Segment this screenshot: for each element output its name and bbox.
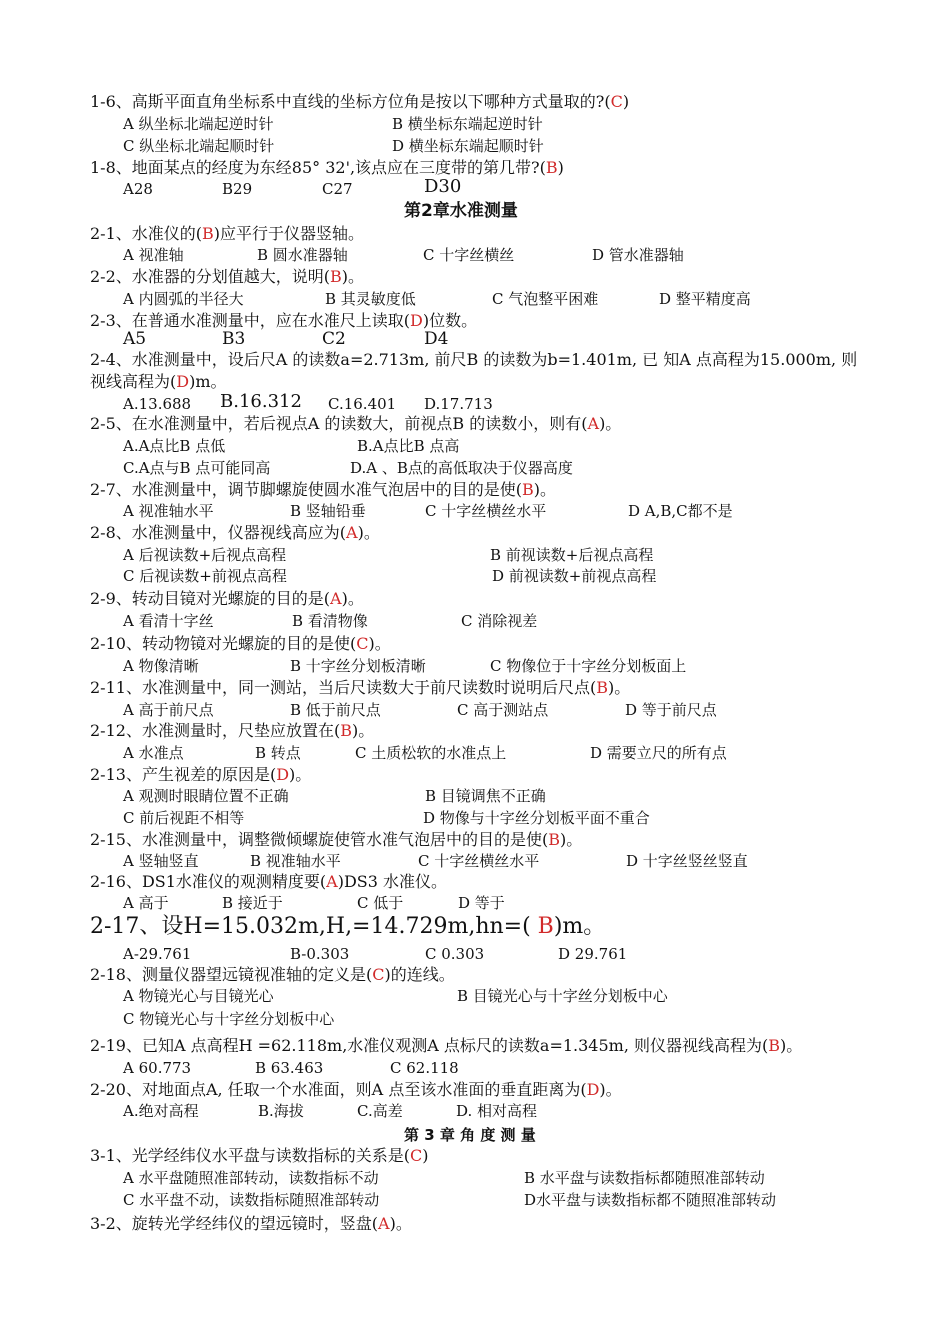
option-c: C.高差 (357, 1102, 403, 1120)
answer: A (326, 872, 338, 891)
question-2-20: 2-20、对地面点A, 任取一个水准面，则A 点至该水准面的垂直距离为(D)。 (90, 1080, 622, 1099)
option-c: C 十字丝横丝 (423, 246, 515, 264)
option-a: A.13.688 (123, 395, 192, 413)
option-b: B.A点比B 点高 (357, 437, 460, 455)
option-d: D 等于 (458, 894, 505, 912)
option-b: B.16.312 (220, 391, 302, 412)
question-3-2: 3-2、旋转光学经纬仪的望远镜时，竖盘(A)。 (90, 1214, 412, 1233)
option-d: D 整平精度高 (659, 290, 751, 308)
answer: B (545, 158, 558, 177)
option-b: B 其灵敏度低 (325, 290, 416, 308)
option-d: D.17.713 (424, 395, 493, 413)
option-a: A 观测时眼睛位置不正确 (123, 787, 289, 805)
option-c: C 前后视距不相等 (123, 809, 245, 827)
answer: B (548, 830, 560, 849)
option-c: C 气泡整平困难 (492, 290, 599, 308)
option-d: D4 (424, 329, 449, 349)
question-2-18: 2-18、测量仪器望远镜视准轴的定义是(C)的连线。 (90, 965, 455, 984)
question-1-8: 1-8、地面某点的经度为东经85° 32',该点应在三度带的第几带?(B) (90, 158, 564, 177)
option-c: C 十字丝横丝水平 (418, 852, 540, 870)
option-a: A 视准轴水平 (123, 502, 214, 520)
option-a: A5 (123, 329, 147, 349)
option-d: D.A 、B点的高低取决于仪器高度 (350, 459, 573, 477)
answer: B (596, 678, 608, 697)
option-d: D水平盘与读数指标都不随照准部转动 (524, 1191, 777, 1209)
question-2-1: 2-1、水准仪的(B)应平行于仪器竖轴。 (90, 224, 365, 243)
question-2-5: 2-5、在水准测量中，若后视点A 的读数大，前视点B 的读数小，则有(A)。 (90, 414, 622, 433)
option-c: C 后视读数+前视点高程 (123, 567, 287, 585)
option-d: D 需要立尺的所有点 (590, 744, 727, 762)
option-c: C 低于 (357, 894, 404, 912)
option-b: B 圆水准器轴 (257, 246, 348, 264)
option-a: A.A点比B 点低 (123, 437, 226, 455)
option-c: C2 (322, 329, 346, 349)
option-b: B 低于前尺点 (290, 701, 381, 719)
option-b: B29 (222, 180, 253, 198)
option-a: A.绝对高程 (123, 1102, 199, 1120)
question-2-12: 2-12、水准测量时，尺垫应放置在(B)。 (90, 721, 375, 740)
option-b: B-0.303 (290, 945, 350, 963)
option-c: C 水平盘不动，读数指标随照准部转动 (123, 1191, 380, 1209)
option-a: A 水准点 (123, 744, 184, 762)
question-2-9: 2-9、转动目镜对光螺旋的目的是(A)。 (90, 589, 364, 608)
option-b: B 视准轴水平 (250, 852, 341, 870)
option-c: C 十字丝横丝水平 (425, 502, 547, 520)
option-a: A 水平盘随照准部转动，读数指标不动 (123, 1169, 379, 1187)
option-a: A 物像清晰 (123, 657, 199, 675)
option-c: C 0.303 (425, 945, 485, 963)
answer: B (537, 914, 554, 939)
answer: B (202, 224, 214, 243)
answer: C (410, 1146, 423, 1165)
option-d: D 前视读数+前视点高程 (492, 567, 657, 585)
question-1-6: 1-6、高斯平面直角坐标系中直线的坐标方位角是按以下哪种方式量取的?(C) (90, 92, 630, 111)
answer: A (587, 414, 600, 433)
question-2-4-cont: 视线高程为(D)m。 (90, 372, 227, 391)
option-b: B 转点 (255, 744, 301, 762)
question-2-19: 2-19、已知A 点高程H =62.118m,水准仪观测A 点标尺的读数a=1.345m, 则仪器视线高程为(B)。 (90, 1036, 803, 1055)
option-c: C 高于测站点 (457, 701, 549, 719)
question-3-1: 3-1、光学经纬仪水平盘与读数指标的关系是(C) (90, 1146, 429, 1165)
option-c: C 消除视差 (461, 612, 538, 630)
answer: D (410, 311, 423, 330)
answer: A (378, 1214, 390, 1233)
option-d: D 等于前尺点 (625, 701, 717, 719)
option-b: B 看清物像 (292, 612, 368, 630)
question-2-16: 2-16、DS1水准仪的观测精度要(A)DS3 水准仪。 (90, 872, 448, 891)
option-b: B 竖轴铅垂 (290, 502, 366, 520)
option-c: C 62.118 (390, 1059, 459, 1077)
answer: B (330, 267, 342, 286)
option-a: A 竖轴竖直 (123, 852, 199, 870)
question-2-15: 2-15、水准测量中，调整微倾螺旋使管水准气泡居中的目的是使(B)。 (90, 830, 583, 849)
option-c: C27 (322, 180, 353, 198)
option-d: D 物像与十字丝分划板平面不重合 (423, 809, 650, 827)
option-c: C.A点与B 点可能同高 (123, 459, 271, 477)
option-b: B.海拔 (258, 1102, 304, 1120)
chapter-2-title: 第2章水准测量 (404, 201, 518, 221)
answer: D (586, 1080, 600, 1099)
option-a: A 看清十字丝 (123, 612, 214, 630)
option-b: B 接近于 (222, 894, 283, 912)
option-a: A 内圆弧的半径大 (123, 290, 244, 308)
option-d: D A,B,C都不是 (628, 502, 733, 520)
option-c: C.16.401 (328, 395, 397, 413)
answer: D (276, 765, 290, 784)
option-b: B 横坐标东端起逆时针 (392, 115, 543, 133)
option-c: C 土质松软的水准点上 (355, 744, 507, 762)
option-c: C 物镜光心与十字丝分划板中心 (123, 1010, 335, 1028)
option-b: B 目镜调焦不正确 (425, 787, 546, 805)
option-d: D30 (424, 176, 462, 197)
answer: C (610, 92, 623, 111)
question-2-2: 2-2、水准器的分划值越大，说明(B)。 (90, 267, 365, 286)
option-a: A-29.761 (123, 945, 192, 963)
option-b: B3 (222, 329, 246, 349)
option-a: A 60.773 (123, 1059, 192, 1077)
answer: A (330, 589, 342, 608)
option-a: A 高于前尺点 (123, 701, 214, 719)
option-b: B 十字丝分划板清晰 (290, 657, 426, 675)
question-2-8: 2-8、水准测量中，仪器视线高应为(A)。 (90, 523, 380, 542)
option-a: A 高于 (123, 894, 169, 912)
option-a: A 物镜光心与目镜光心 (123, 987, 274, 1005)
option-d: D. 相对高程 (456, 1102, 538, 1120)
option-d: D 横坐标东端起顺时针 (392, 137, 544, 155)
option-a: A28 (123, 180, 153, 198)
answer: B (522, 480, 534, 499)
answer: B (340, 721, 352, 740)
question-2-10: 2-10、转动物镜对光螺旋的目的是使(C)。 (90, 634, 391, 653)
question-2-7: 2-7、水准测量中，调节脚螺旋使圆水准气泡居中的目的是使(B)。 (90, 480, 557, 499)
option-d: D 29.761 (558, 945, 628, 963)
answer: B (768, 1036, 781, 1055)
question-2-3: 2-3、在普通水准测量中，应在水准尺上读取(D)位数。 (90, 311, 478, 330)
option-a: A 视准轴 (123, 246, 184, 264)
question-2-4: 2-4、水准测量中，设后尺A 的读数a=2.713m, 前尺B 的读数为b=1.401m, 已 知A 点高程为15.000m, 则 (90, 350, 858, 369)
answer: D (176, 372, 190, 391)
option-b: B 水平盘与读数指标都随照准部转动 (524, 1169, 765, 1187)
question-2-17: 2-17、设H=15.032m,H,=14.729m,hn=( B)m。 (90, 914, 606, 939)
option-d: D 管水准器轴 (592, 246, 684, 264)
option-d: D 十字丝竖丝竖直 (626, 852, 748, 870)
answer: A (346, 523, 358, 542)
option-c: C 物像位于十字丝分划板面上 (490, 657, 687, 675)
option-b: B 前视读数+后视点高程 (490, 546, 654, 564)
option-a: A 纵坐标北端起逆时针 (123, 115, 274, 133)
chapter-3-title: 第 3 章 角 度 测 量 (404, 1126, 536, 1144)
answer: C (372, 965, 385, 984)
option-b: B 63.463 (255, 1059, 324, 1077)
option-a: A 后视读数+后视点高程 (123, 546, 287, 564)
option-b: B 目镜光心与十字丝分划板中心 (457, 987, 668, 1005)
question-2-13: 2-13、产生视差的原因是(D)。 (90, 765, 312, 784)
option-c: C 纵坐标北端起顺时针 (123, 137, 275, 155)
answer: C (356, 634, 369, 653)
question-2-11: 2-11、水准测量中，同一测站，当后尺读数大于前尺读数时说明后尺点(B)。 (90, 678, 631, 697)
